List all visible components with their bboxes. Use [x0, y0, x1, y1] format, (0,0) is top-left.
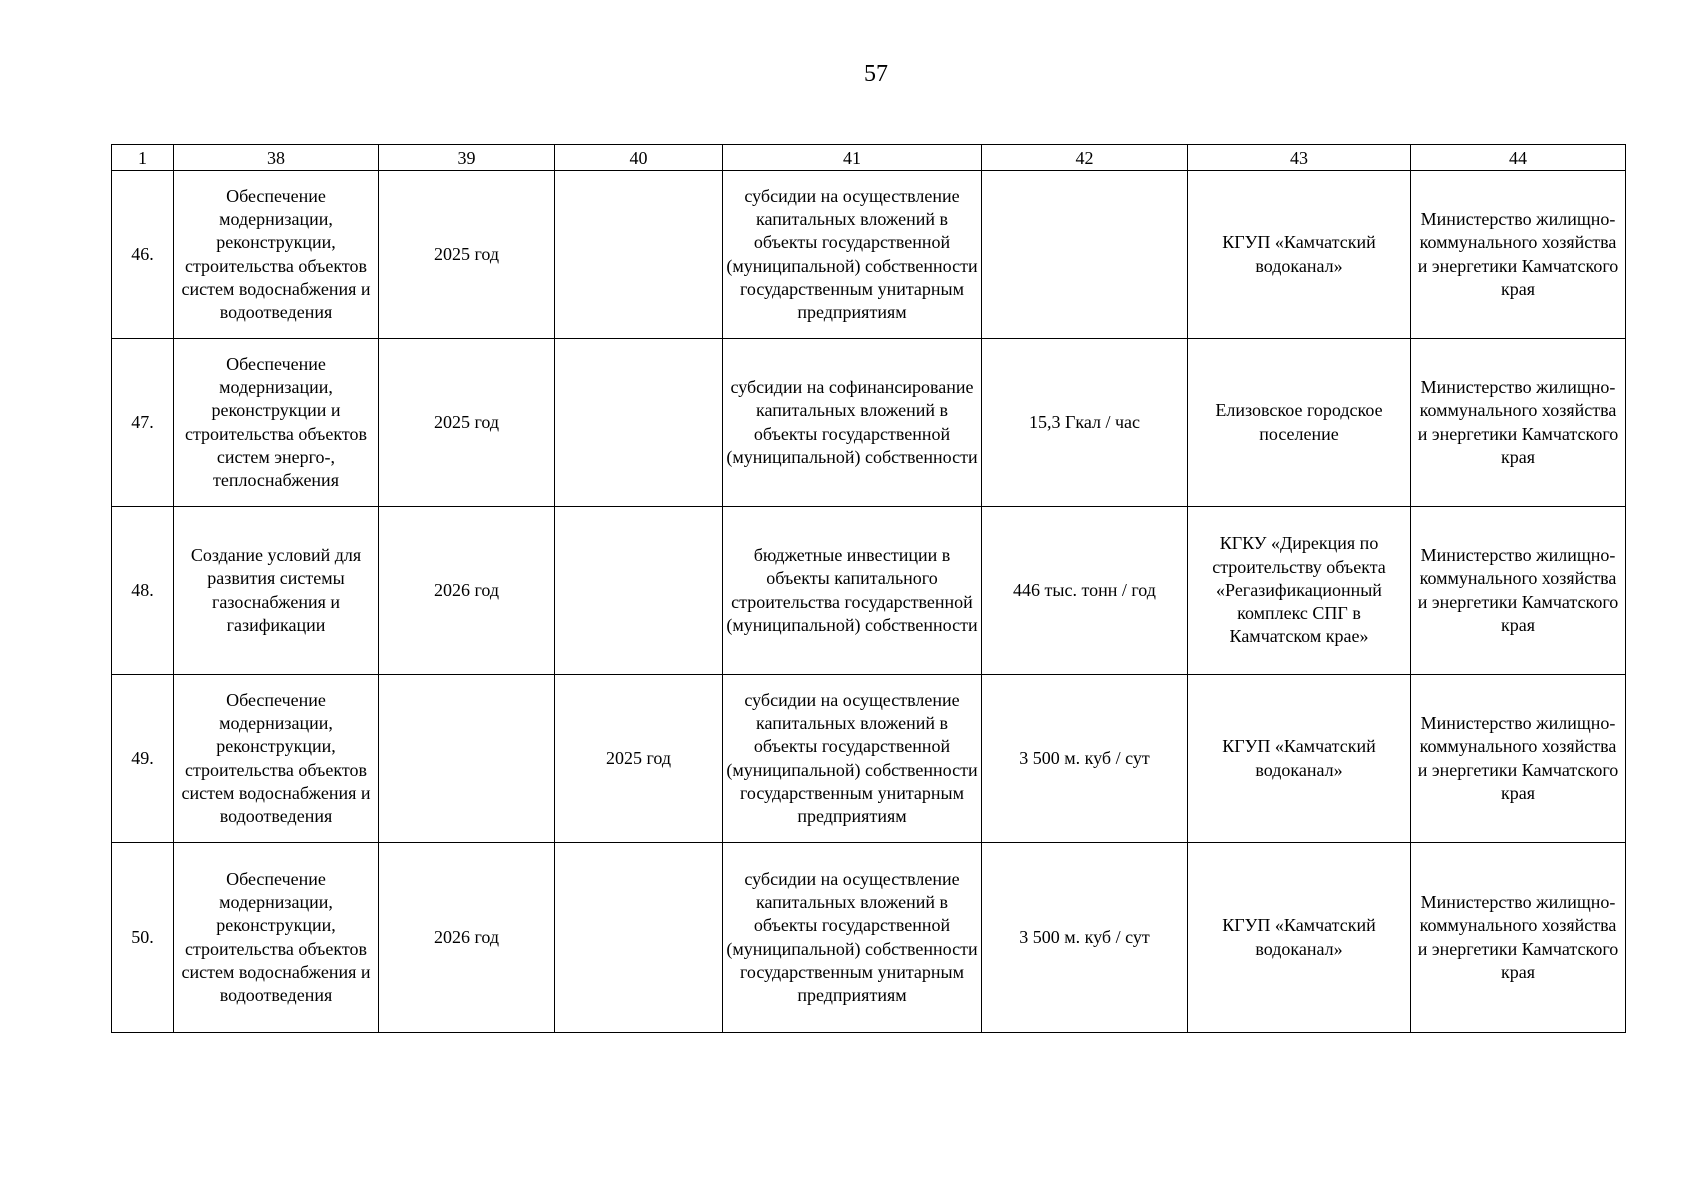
- year-40: [555, 843, 723, 1033]
- recipient: КГУП «Камчатский водоканал»: [1188, 171, 1411, 339]
- funding-type: субсидии на софинансирование капитальных вложений в объекты государственной (муниципальной) собственности: [723, 339, 982, 507]
- measure-name: Обеспечение модернизации, реконструкции и строительства объектов систем энерго-, теплоснабжения: [174, 339, 379, 507]
- measure-name: Создание условий для развития системы газоснабжения и газификации: [174, 507, 379, 675]
- year-39: 2025 год: [379, 339, 555, 507]
- capacity: [982, 171, 1188, 339]
- header-row: [112, 145, 1626, 171]
- year-39: 2026 год: [379, 507, 555, 675]
- table-row: [112, 843, 1626, 1033]
- page-number: 57: [864, 61, 888, 87]
- header-cell: 38: [174, 145, 379, 171]
- data-table: [111, 144, 1626, 1033]
- table-row: [112, 675, 1626, 843]
- year-40: 2025 год: [555, 675, 723, 843]
- capacity: 446 тыс. тонн / год: [982, 507, 1188, 675]
- measure-name: Обеспечение модернизации, реконструкции, строительства объектов систем водоснабжения и водоотведения: [174, 675, 379, 843]
- capacity: 15,3 Гкал / час: [982, 339, 1188, 507]
- year-40: [555, 507, 723, 675]
- recipient: КГКУ «Дирекция по строительству объекта «Регазификационный комплекс СПГ в Камчатском крае»: [1188, 507, 1411, 675]
- row-number: 48.: [112, 507, 174, 675]
- header-cell: 42: [982, 145, 1188, 171]
- funding-type: субсидии на осуществление капитальных вложений в объекты государственной (муниципальной) собственности государственным унитарным предприятиям: [723, 171, 982, 339]
- responsible-body: Министерство жилищно-коммунального хозяйства и энергетики Камчатского края: [1411, 171, 1626, 339]
- table-row: [112, 507, 1626, 675]
- table-row: [112, 339, 1626, 507]
- header-cell: 41: [723, 145, 982, 171]
- year-40: [555, 171, 723, 339]
- measure-name: Обеспечение модернизации, реконструкции, строительства объектов систем водоснабжения и водоотведения: [174, 843, 379, 1033]
- funding-type: субсидии на осуществление капитальных вложений в объекты государственной (муниципальной) собственности государственным унитарным предприятиям: [723, 843, 982, 1033]
- row-number: 50.: [112, 843, 174, 1033]
- recipient: Елизовское городское поселение: [1188, 339, 1411, 507]
- header-cell: 44: [1411, 145, 1626, 171]
- funding-type: субсидии на осуществление капитальных вложений в объекты государственной (муниципальной) собственности государственным унитарным предприятиям: [723, 675, 982, 843]
- recipient: КГУП «Камчатский водоканал»: [1188, 675, 1411, 843]
- table-row: [112, 171, 1626, 339]
- capacity: 3 500 м. куб / сут: [982, 675, 1188, 843]
- row-number: 46.: [112, 171, 174, 339]
- responsible-body: Министерство жилищно-коммунального хозяйства и энергетики Камчатского края: [1411, 339, 1626, 507]
- row-number: 49.: [112, 675, 174, 843]
- year-40: [555, 339, 723, 507]
- year-39: 2025 год: [379, 171, 555, 339]
- header-cell: 39: [379, 145, 555, 171]
- measure-name: Обеспечение модернизации, реконструкции, строительства объектов систем водоснабжения и водоотведения: [174, 171, 379, 339]
- year-39: [379, 675, 555, 843]
- header-cell: 1: [112, 145, 174, 171]
- responsible-body: Министерство жилищно-коммунального хозяйства и энергетики Камчатского края: [1411, 675, 1626, 843]
- responsible-body: Министерство жилищно-коммунального хозяйства и энергетики Камчатского края: [1411, 507, 1626, 675]
- row-number: 47.: [112, 339, 174, 507]
- header-cell: 43: [1188, 145, 1411, 171]
- recipient: КГУП «Камчатский водоканал»: [1188, 843, 1411, 1033]
- responsible-body: Министерство жилищно-коммунального хозяйства и энергетики Камчатского края: [1411, 843, 1626, 1033]
- funding-type: бюджетные инвестиции в объекты капитального строительства государственной (муниципальной) собственности: [723, 507, 982, 675]
- header-cell: 40: [555, 145, 723, 171]
- capacity: 3 500 м. куб / сут: [982, 843, 1188, 1033]
- year-39: 2026 год: [379, 843, 555, 1033]
